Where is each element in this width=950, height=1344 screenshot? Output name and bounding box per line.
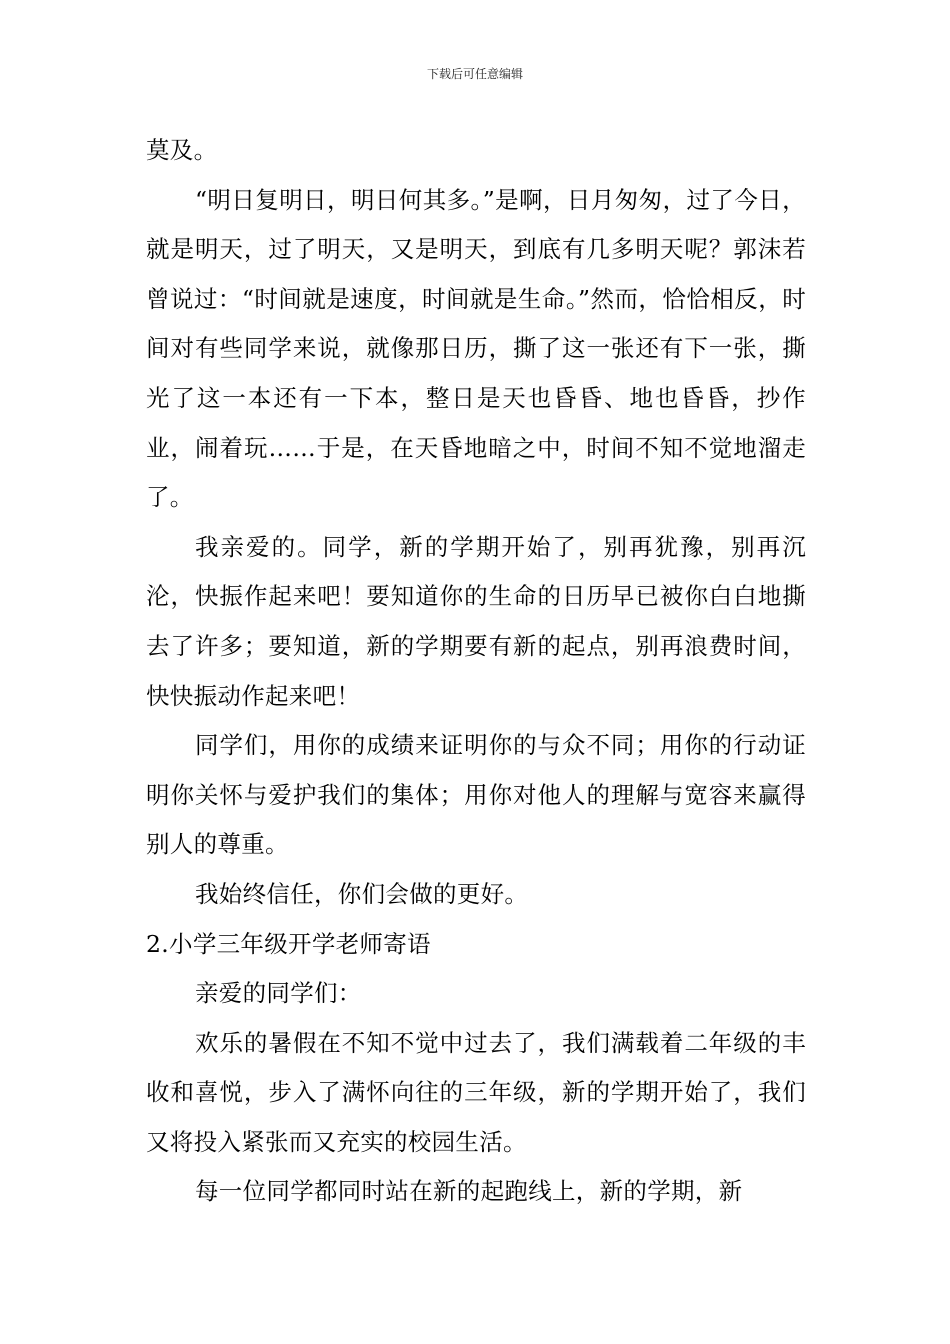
salutation: 亲爱的同学们：	[195, 979, 362, 1008]
page-header: 下载后可任意编辑	[426, 67, 523, 81]
paragraph-summer-over: 欢乐的暑假在不知不觉中过去了，我们满载着二年级的丰收和喜悦，步入了满怀向往的三年级，新的学期开始了，我们又将投入紧张而又充实的校园生活。	[146, 1028, 806, 1156]
section-heading: 2.小学三年级开学老师寄语	[146, 929, 431, 958]
paragraph-new-semester: 我亲爱的。同学，新的学期开始了，别再犹豫，别再沉沦，快振作起来吧！要知道你的生命的日历早已被你白白地撕去了许多；要知道，新的学期要有新的起点，别再浪费时间，快快振动作起来吧！	[146, 532, 806, 710]
paragraph-prove-yourself: 同学们，用你的成绩来证明你的与众不同；用你的行动证明你关怀与爱护我们的集体；用你对他人的理解与宽容来赢得别人的尊重。	[146, 731, 806, 859]
paragraph-continuation: 莫及。	[146, 136, 218, 164]
document-body	[146, 126, 806, 1217]
paragraph-starting-line: 每一位同学都同时站在新的起跑线上，新的学期，新	[195, 1177, 743, 1206]
paragraph-trust: 我始终信任，你们会做的更好。	[195, 879, 529, 908]
paragraph-tomorrow-quote: “明日复明日，明日何其多。”是啊，日月匆匆，过了今日，就是明天，过了明天，又是明天，到底有几多明天呢？郭沫若曾说过：“时间就是速度，时间就是生命。”然而，恰恰相反，时间对有些同学来说，就像那日历，撕了这一张还有下一张，撕光了这一本还有一下本，整日是天也昏昏、地也昏昏，抄作业，闹着玩……于是，在天昏地暗之中，时间不知不觉地溜走了。	[146, 185, 806, 512]
